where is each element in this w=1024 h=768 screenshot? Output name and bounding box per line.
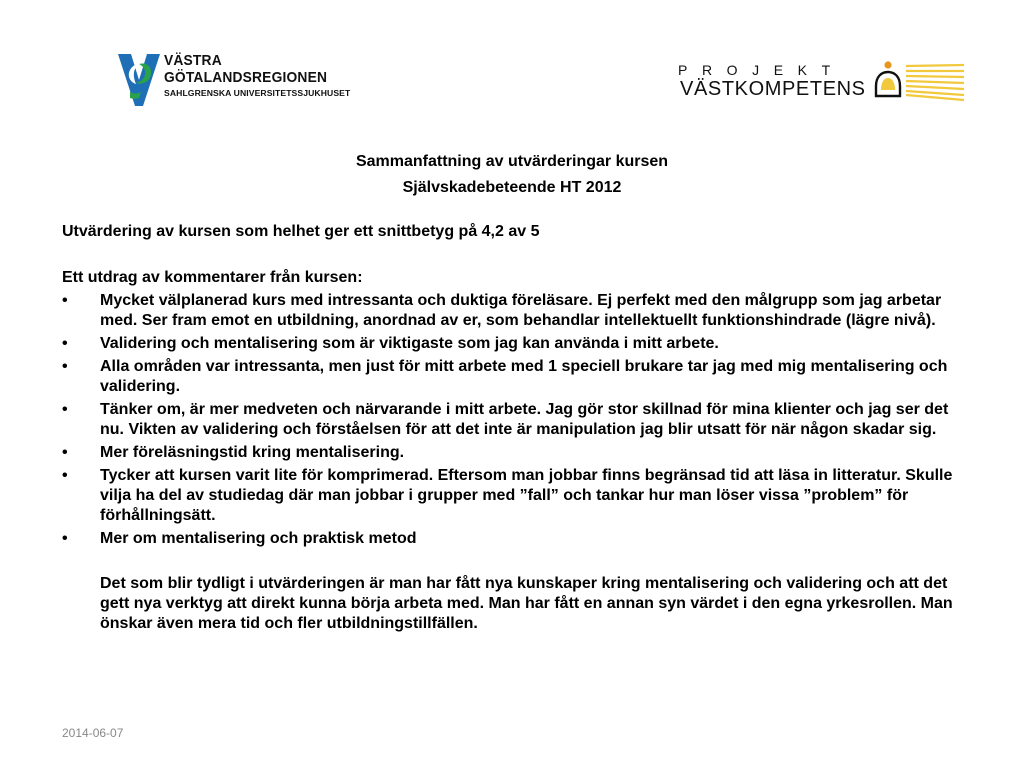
document-date: 2014-06-07 bbox=[62, 726, 124, 740]
comment-text: Tycker att kursen varit lite för komprimerad. Eftersom man jobbar finns begränsad tid att läsa in litteratur. Skulle vilja ha del av studiedag där man jobbar i grupper med ”fall” och tankar hur man löser vissa ”problem” för förhållningsätt. bbox=[100, 467, 953, 524]
bullet-icon: • bbox=[62, 444, 68, 461]
comment-text: Mer om mentalisering och praktisk metod bbox=[100, 530, 417, 547]
bullet-icon: • bbox=[62, 467, 68, 484]
bullet-icon: • bbox=[62, 292, 68, 309]
vgr-name-line1: VÄSTRA bbox=[164, 52, 222, 69]
bullet-icon: • bbox=[62, 530, 68, 547]
comment-text: Alla områden var intressanta, men just för mitt arbete med 1 speciell brukare tar jag med mig mentalisering och validering. bbox=[100, 358, 948, 395]
comment-item bbox=[62, 529, 962, 549]
bullet-icon: • bbox=[62, 401, 68, 418]
comment-item bbox=[62, 291, 962, 331]
comment-item bbox=[62, 334, 962, 354]
sunrise-icon bbox=[872, 60, 966, 104]
comment-item bbox=[62, 466, 962, 526]
projekt-label: PROJEKT bbox=[678, 62, 845, 78]
document-subtitle: Självskadebeteende HT 2012 bbox=[402, 179, 622, 196]
comments-list bbox=[62, 291, 962, 549]
vastkompetens-label: VÄSTKOMPETENS bbox=[680, 78, 866, 100]
comment-text: Mer föreläsningstid kring mentalisering. bbox=[100, 444, 405, 461]
comment-item bbox=[62, 357, 962, 397]
vgr-name-line2: GÖTALANDSREGIONEN bbox=[164, 69, 328, 86]
rating-summary: Utvärdering av kursen som helhet ger ett snittbetyg på 4,2 av 5 bbox=[62, 223, 540, 240]
bullet-icon: • bbox=[62, 358, 68, 375]
vgr-emblem-icon bbox=[116, 52, 162, 108]
comment-text: Mycket välplanerad kurs med intressanta och duktiga föreläsare. Ej perfekt med den målgrupp som jag arbetar med. Ser fram emot en utbildning, anordnad av er, som behandlar intellektuellt funktionshindrade (lägre nivå). bbox=[100, 292, 942, 329]
closing-summary: Det som blir tydligt i utvärderingen är man har fått nya kunskaper kring mentalisering och validering och att det gett nya verktyg att direkt kunna börja arbeta med. Man har fått en annan syn värdet i den egna yrkesrollen. Man önskar även mera tid och fler utbildningstillfällen. bbox=[100, 575, 953, 632]
document-title: Sammanfattning av utvärderingar kursen bbox=[355, 153, 669, 170]
comment-text: Tänker om, är mer medveten och närvarande i mitt arbete. Jag gör stor skillnad för mina klienter och jag ser det nu. Vikten av validering och förståelsen för att det inte är manipulation jag blir utsatt för när någon skadar sig. bbox=[100, 401, 949, 438]
document-body bbox=[62, 152, 962, 634]
comments-heading: Ett utdrag av kommentarer från kursen: bbox=[62, 269, 363, 286]
vgr-logo bbox=[116, 52, 366, 110]
comment-item bbox=[62, 400, 962, 440]
vgr-name-line3: SAHLGRENSKA UNIVERSITETSSJUKHUSET bbox=[164, 88, 351, 98]
bullet-icon: • bbox=[62, 335, 68, 352]
comment-item bbox=[62, 443, 962, 463]
projekt-vastkompetens-logo bbox=[678, 58, 968, 106]
comment-text: Validering och mentalisering som är viktigaste som jag kan använda i mitt arbete. bbox=[100, 335, 719, 352]
